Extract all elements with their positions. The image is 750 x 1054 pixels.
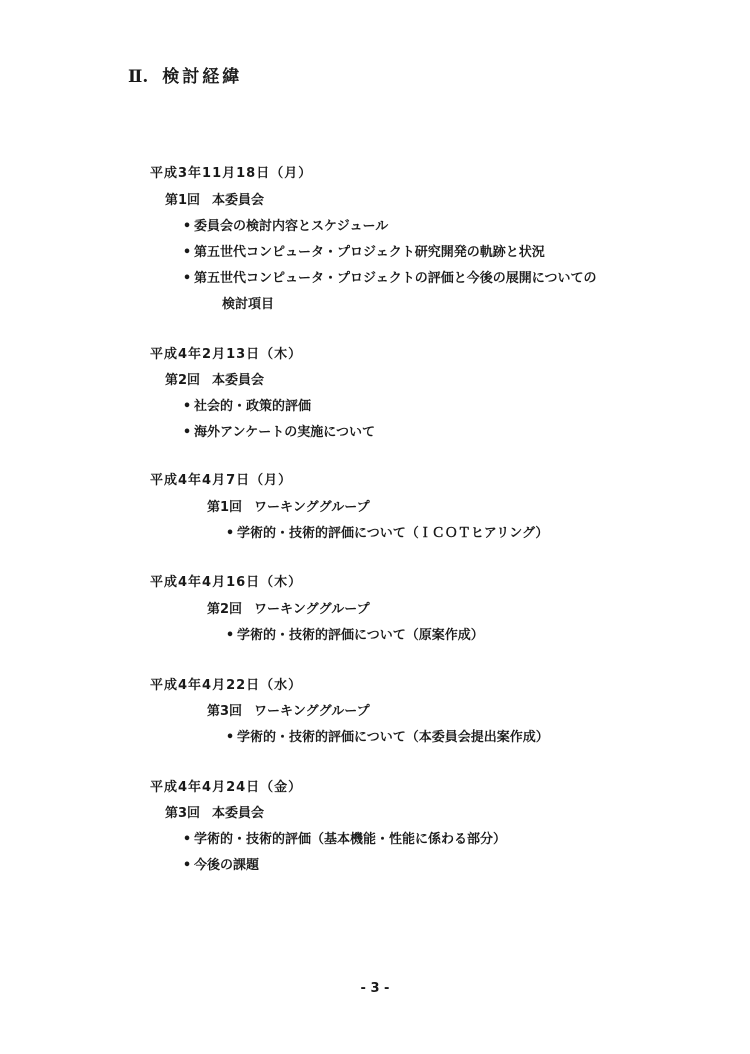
bullet-icon: •	[225, 628, 235, 643]
meeting-number: 第3回	[207, 704, 243, 719]
meeting-header	[207, 500, 370, 516]
section-heading	[128, 62, 242, 87]
agenda-item	[182, 245, 545, 261]
agenda-item	[225, 628, 484, 644]
meeting-number: 第2回	[207, 602, 243, 617]
meeting-name: ワーキンググループ	[254, 602, 370, 617]
agenda-item-text: 第五世代コンピュータ・プロジェクトの評価と今後の展開についての	[194, 271, 597, 286]
section-number: Ⅱ.	[128, 67, 149, 87]
meeting-header	[207, 602, 370, 618]
bullet-icon: •	[182, 245, 192, 260]
meeting-name: ワーキンググループ	[254, 704, 370, 719]
meeting-date: 平成4年2月13日（木）	[150, 347, 303, 362]
meeting-date: 平成3年11月18日（月）	[150, 166, 313, 181]
agenda-item	[225, 526, 548, 542]
agenda-item-text: 学術的・技術的評価について（原案作成）	[237, 628, 484, 643]
agenda-item	[182, 858, 259, 874]
agenda-item-text: 海外アンケートの実施について	[194, 425, 375, 440]
section-title: 検討経緯	[162, 67, 243, 87]
agenda-item-continuation: 検討項目	[222, 297, 275, 312]
page-number: - 3 -	[360, 981, 390, 996]
agenda-item-text: 学術的・技術的評価について（本委員会提出案作成）	[237, 730, 549, 745]
meeting-date: 平成4年4月7日（月）	[150, 473, 293, 488]
agenda-item	[182, 425, 375, 441]
agenda-item-text: 社会的・政策的評価	[194, 399, 312, 414]
bullet-icon: •	[182, 219, 192, 234]
bullet-icon: •	[182, 425, 192, 440]
agenda-item	[182, 832, 506, 848]
meeting-header	[165, 806, 264, 822]
meeting-header	[207, 704, 370, 720]
meeting-name: 本委員会	[212, 373, 265, 388]
meeting-number: 第1回	[165, 193, 201, 208]
meeting-name: 本委員会	[212, 806, 265, 821]
bullet-icon: •	[182, 271, 192, 286]
meeting-date: 平成4年4月24日（金）	[150, 780, 303, 795]
agenda-item-text: 学術的・技術的評価について（ＩＣＯＴヒアリング）	[237, 526, 549, 541]
meeting-name: ワーキンググループ	[254, 500, 370, 515]
bullet-icon: •	[182, 832, 192, 847]
meeting-header	[165, 193, 264, 209]
meeting-number: 第3回	[165, 806, 201, 821]
meeting-header	[165, 373, 264, 389]
bullet-icon: •	[182, 858, 192, 873]
meeting-date: 平成4年4月16日（木）	[150, 575, 303, 590]
agenda-item-text: 委員会の検討内容とスケジュール	[194, 219, 389, 234]
agenda-item-text: 第五世代コンピュータ・プロジェクト研究開発の軌跡と状況	[194, 245, 545, 260]
agenda-item	[225, 730, 549, 746]
agenda-item-text: 今後の課題	[194, 858, 260, 873]
meeting-number: 第2回	[165, 373, 201, 388]
agenda-item-text: 学術的・技術的評価（基本機能・性能に係わる部分）	[194, 832, 507, 847]
bullet-icon: •	[225, 526, 235, 541]
agenda-item	[182, 271, 596, 287]
bullet-icon: •	[182, 399, 192, 414]
bullet-icon: •	[225, 730, 235, 745]
agenda-item	[182, 219, 388, 235]
meeting-number: 第1回	[207, 500, 243, 515]
meeting-name: 本委員会	[212, 193, 265, 208]
agenda-item	[182, 399, 311, 415]
meeting-date: 平成4年4月22日（水）	[150, 678, 303, 693]
